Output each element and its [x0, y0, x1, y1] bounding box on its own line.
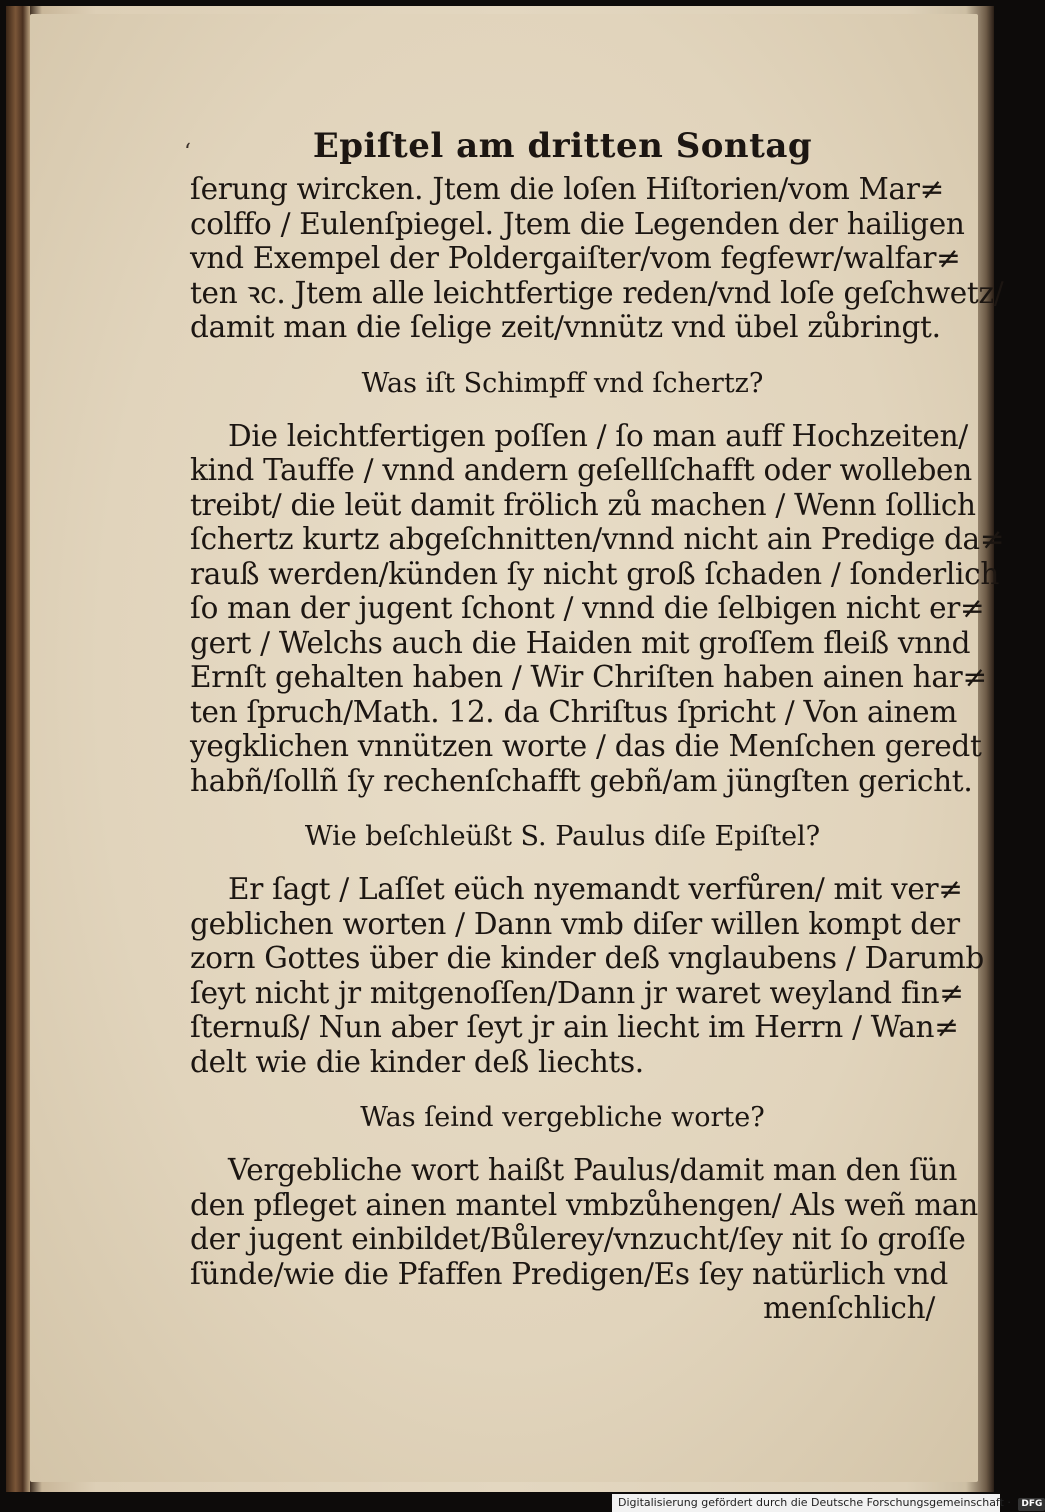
text-line: yegklichen vnnützen worte / das die Menſchen geredt — [190, 729, 982, 763]
text-line: ſchertz kurtz abgeſchnitten/vnnd nicht ain Predige da≠ — [190, 522, 1005, 556]
text-line: delt wie die kinder deß liechts. — [190, 1044, 644, 1079]
paragraph-2 — [190, 418, 1005, 799]
catchword: menſchlich/ — [763, 1291, 935, 1325]
text-line: Die leichtfertigen poſſen / ſo man auff Hochzeiten/ — [228, 418, 968, 453]
text-line: ſünde/wie die Pfaffen Predigen/Es ſey natürlich vnd — [190, 1256, 948, 1291]
text-line: habñ/ſollñ ſy rechenſchafft gebñ/am jüngſten gericht. — [190, 763, 973, 798]
text-line: gert / Welchs auch die Haiden mit groſſem fleiß vnnd — [190, 625, 971, 660]
dfg-logo: DFG — [1018, 1498, 1045, 1511]
text-line: damit man die ſelige zeit/vnnütz vnd übel zůbringt. — [190, 310, 941, 344]
text-line: der jugent einbildet/Bůlerey/vnzucht/ſey nit ſo groſſe — [190, 1222, 966, 1256]
paragraph-3 — [190, 872, 984, 1079]
text-line: ten ꝛc. Jtem alle leichtfertige reden/vnd loſe geſchwetz/ — [190, 275, 1004, 310]
text-line: treibt/ die leüt damit frölich zů machen / Wenn ſollich — [190, 487, 976, 522]
book-spine — [6, 6, 30, 1492]
section-heading: Wie beſchleüßt S. Paulus diſe Epiſtel? — [304, 821, 821, 852]
text-line: ſo man der jugent ſchont / vnnd die ſelbigen nicht er≠ — [190, 591, 985, 625]
paragraph-1 — [190, 172, 1004, 345]
text-line: ſeyt nicht jr mitgenoſſen/Dann jr waret weyland fin≠ — [190, 975, 964, 1010]
text-line: Vergebliche wort haißt Paulus/damit man den ſün — [228, 1153, 958, 1187]
text-line: colffo / Eulenſpiegel. Jtem die Legenden der hailigen — [190, 206, 965, 241]
text-line: Ernſt gehalten haben / Wir Chriſten haben ainen har≠ — [190, 660, 987, 694]
text-line: zorn Gottes über die kinder deß vnglaubens / Darumb — [190, 941, 984, 975]
section-heading: Was iſt Schimpff vnd ſchertz? — [361, 367, 764, 399]
footer-text: Digitalisierung gefördert durch die Deutsche Forschungsgemeinschaft · — [618, 1496, 1011, 1509]
running-head: Epiſtel am dritten Sontag — [312, 126, 813, 166]
text-line: geblichen worten / Dann vmb diſer willen kompt der — [190, 906, 960, 941]
text-line: ſerung wircken. Jtem die loſen Hiſtorien/vom Mar≠ — [190, 172, 945, 206]
text-block — [184, 126, 1005, 1326]
paragraph-4 — [190, 1153, 978, 1326]
text-line: vnd Exempel der Poldergaiſter/vom fegfewr/walfar≠ — [190, 241, 961, 275]
text-line: ſternuß/ Nun aber ſeyt jr ain liecht im Herrn / Wan≠ — [190, 1010, 959, 1044]
page-header — [184, 126, 935, 172]
page-mark: ʻ — [184, 140, 191, 165]
text-line: rauß werden/künden ſy nicht groß ſchaden / ſonderlich — [190, 556, 1000, 591]
text-line: Er ſagt / Laſſet eüch nyemandt verfůren/ mit ver≠ — [228, 872, 963, 906]
digitization-footer — [612, 1494, 1043, 1512]
text-line: den pfleget ainen mantel vmbzůhengen/ Als weñ man — [190, 1187, 978, 1222]
section-heading: Was ſeind vergebliche worte? — [360, 1102, 765, 1133]
text-line: kind Tauffe / vnnd andern geſellſchafft oder wolleben — [190, 453, 972, 487]
text-line: ten ſpruch/Math. 12. da Chriſtus ſpricht / Von ainem — [190, 694, 957, 729]
